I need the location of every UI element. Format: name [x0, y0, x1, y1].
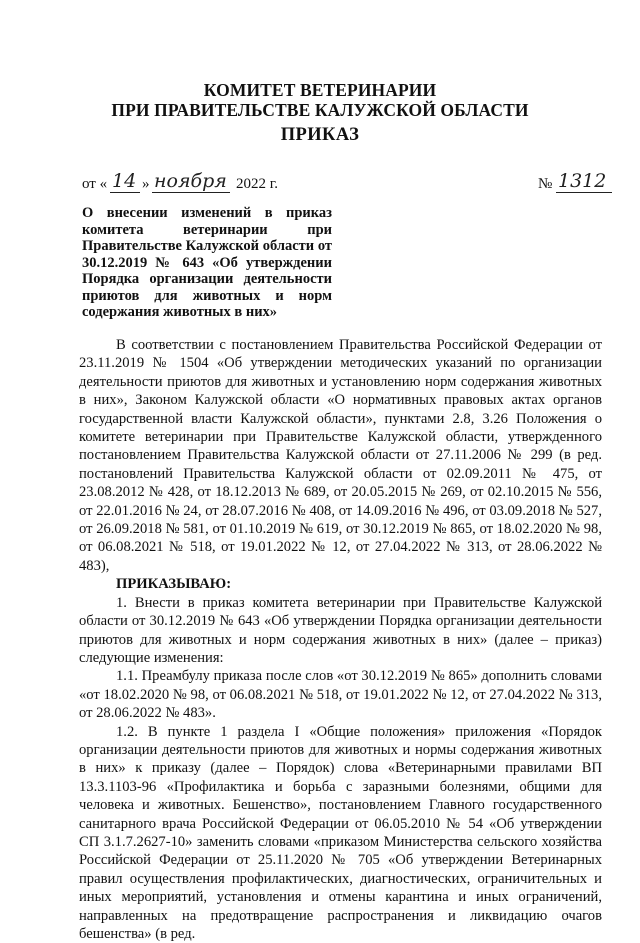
- order-number: [538, 170, 628, 200]
- date-month-underline: [152, 192, 230, 193]
- document-type-title: ПРИКАЗ: [280, 125, 360, 145]
- item-1-paragraph: 1. Внести в приказ комитета ветеринарии при Правительстве Калужской области от 30.12.2019 № 643 «Об утверждении Порядка организации деятельности приютов для животных и норм содержания животных в них» (далее – приказ) следующие изменения:: [79, 594, 602, 666]
- date-month-handwritten: ноября: [154, 170, 227, 192]
- date-day-handwritten: 14: [112, 170, 137, 192]
- date-mid: »: [142, 176, 150, 192]
- order-date: [82, 170, 312, 200]
- item-1-2-paragraph: 1.2. В пункте 1 раздела I «Общие положения» приложения «Порядок организации деятельности приютов для животных и нормы содержания животных в них» к приказу (далее – Порядок) слова «Ветеринарными правилами ВП 13.3.1103-96 «Профилактика и борьба с заразными болезнями, общими для человека и животных. Бешенство», постановлением Главного государственного санитарного врача Российской Федерации от 06.05.2010 № 54 «Об утверждении СП 3.1.7.2627-10» заменить словами «приказом Министерства сельского хозяйства Российской Федерации от 25.11.2020 № 705 «Об утверждении Ветеринарных правил осуществления профилактических, диагностических, ограничительных и иных мероприятий, установления и отмены карантина и иных ограничений, направленных на предотвращение распространения и ликвидацию очагов бешенства» (в ред.: [79, 723, 602, 942]
- order-body: [79, 336, 602, 943]
- date-day-underline: [110, 192, 140, 193]
- date-year: 2022 г.: [236, 176, 278, 192]
- number-sign: №: [538, 176, 553, 192]
- order-word: ПРИКАЗЫВАЮ:: [116, 576, 232, 593]
- date-prefix: от «: [82, 176, 108, 192]
- order-subject: О внесении изменений в приказ комитета ветеринарии при Правительстве Калужской области от 30.12.2019 № 643 «Об утверждении Порядка организации деятельности приютов для животных и норм содержания животных в них»: [82, 205, 332, 320]
- number-underline: [556, 192, 612, 193]
- number-handwritten: 1312: [558, 170, 607, 192]
- preamble-paragraph: В соответствии с постановлением Правительства Российской Федерации от 23.11.2019 № 1504 «Об утверждении методических указаний по организации деятельности приютов для животных и установлению норм содержания животных в них», Законом Калужской области «О нормативных правовых актах органов государственной власти Калужской области», пунктами 2.8, 3.26 Положения о комитете ветеринарии при Правительстве Калужской области, утвержденного постановлением Правительства Калужской области от 27.11.2006 № 299 (в ред. постановлений Правительства Калужской области от 02.09.2011 № 475, от 23.08.2012 № 428, от 18.12.2013 № 689, от 20.05.2015 № 269, от 02.10.2015 № 556, от 22.01.2016 № 24, от 28.07.2016 № 408, от 14.09.2016 № 496, от 03.09.2018 № 527, от 26.09.2018 № 581, от 01.10.2019 № 619, от 30.12.2019 № 865, от 18.02.2020 № 98, от 06.08.2021 № 518, от 19.01.2022 № 12, от 27.04.2022 № 313, от 28.06.2022 № 483),: [79, 337, 602, 574]
- item-1-1-paragraph: 1.1. Преамбулу приказа после слов «от 30.12.2019 № 865» дополнить словами «от 18.02.2020 № 98, от 06.08.2021 № 518, от 19.01.2022 № 12, от 27.04.2022 № 313, от 28.06.2022 № 483».: [79, 668, 602, 722]
- org-name-line2: ПРИ ПРАВИТЕЛЬСТВЕ КАЛУЖСКОЙ ОБЛАСТИ: [111, 100, 529, 120]
- org-name-line1: КОМИТЕТ ВЕТЕРИНАРИИ: [203, 80, 437, 100]
